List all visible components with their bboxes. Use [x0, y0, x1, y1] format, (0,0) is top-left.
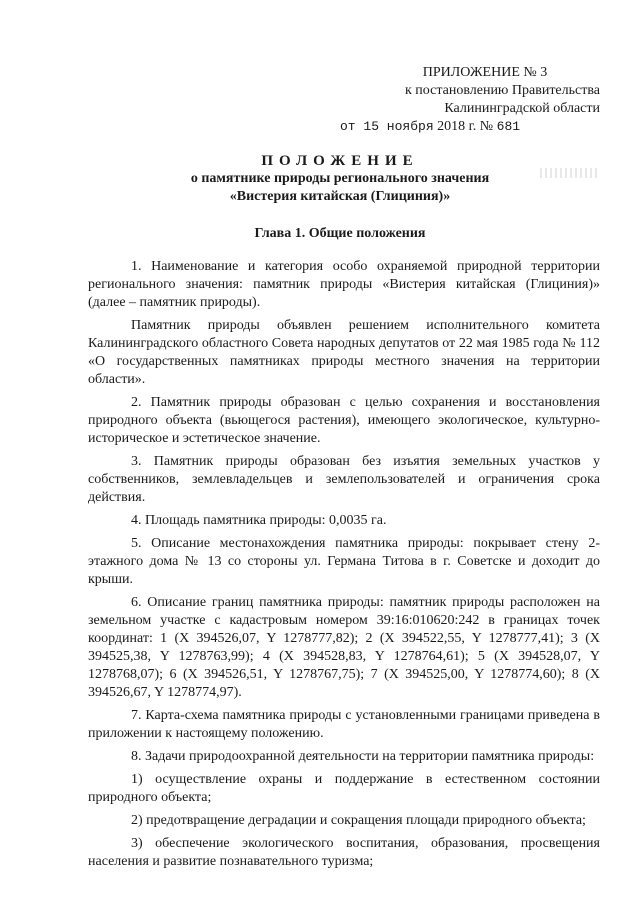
title-heading: ПОЛОЖЕНИЕ — [261, 153, 419, 169]
paragraph: 1) осуществление охраны и поддержание в естественном состоянии природного объекта; — [88, 772, 600, 805]
appendix-region: Калининградской области — [444, 101, 600, 116]
paragraph: 2) предотвращение деградации и сокращения площади природного объекта; — [131, 813, 586, 828]
title-subject: о памятнике природы регионального значения — [190, 171, 490, 186]
paragraph: 7. Карта-схема памятника природы с установленными границами приведена в приложении к настоящему положению. — [88, 708, 600, 741]
paragraph: 5. Описание местонахождения памятника природы: покрывает стену 2-этажного дома № 13 со стороны ул. Германа Титова в г. Советске и доходит до крыши. — [88, 536, 600, 587]
appendix-resolution: к постановлению Правительства — [404, 83, 600, 98]
paragraph: 4. Площадь памятника природы: 0,0035 га. — [131, 513, 387, 528]
paragraph: 2. Памятник природы образован с целью сохранения и восстановления природного объекта (вьющегося растения), имеющего экологическое, культурно-историческое и эстетическое значение. — [88, 395, 600, 446]
paragraph: 6. Описание границ памятника природы: памятник природы расположен на земельном участке с кадастровым номером 39:16:010620:242 в границах точек координат: 1 (X 394526,07, Y 1278777,82); 2 (X 394522,55, Y 1278777,41); 3 (X 394525,38, Y 1278763,99); 4 (X 394528,83, Y 1278764,61); 5 (X 394528,07, Y 1278768,07); 6 (X 394526,51, Y 1278767,75); 7 (X 394525,00, Y 1278774,60); 8 (X 394526,67, Y 1278774,97). — [88, 595, 600, 700]
appendix-date-line — [340, 118, 600, 136]
document-body — [88, 258, 600, 876]
paragraph: 3. Памятник природы образован без изъятия земельных участков у собственников, землевладельцев и землепользователей и ограничения срока действия. — [88, 454, 600, 505]
title-object: «Вистерия китайская (Глициния)» — [229, 189, 451, 204]
appendix-year: 2018 г. № — [437, 119, 494, 134]
chapter-heading: Глава 1. Общие положения — [254, 226, 426, 241]
paragraph: 3) обеспечение экологического воспитания, образования, просвещения населения и развитие познавательного туризма; — [88, 836, 600, 869]
paragraph: 1. Наименование и категория особо охраняемой природной территории регионального значения: памятник природы «Вистерия китайская (Глициния)» (далее – памятник природы). — [88, 259, 600, 310]
appendix-title: ПРИЛОЖЕНИЕ № 3 — [422, 65, 548, 80]
appendix-header — [340, 64, 600, 136]
appendix-date: от 15 ноября — [340, 119, 434, 134]
paragraph: 8. Задачи природоохранной деятельности на территории памятника природы: — [131, 749, 595, 764]
appendix-number: 681 — [496, 119, 521, 134]
paragraph: Памятник природы объявлен решением исполнительного комитета Калининградского областного Совета народных депутатов от 22 мая 1985 года № 112 «О государственных памятниках природы местного значения на территории области». — [88, 318, 600, 387]
document-title — [60, 152, 620, 206]
